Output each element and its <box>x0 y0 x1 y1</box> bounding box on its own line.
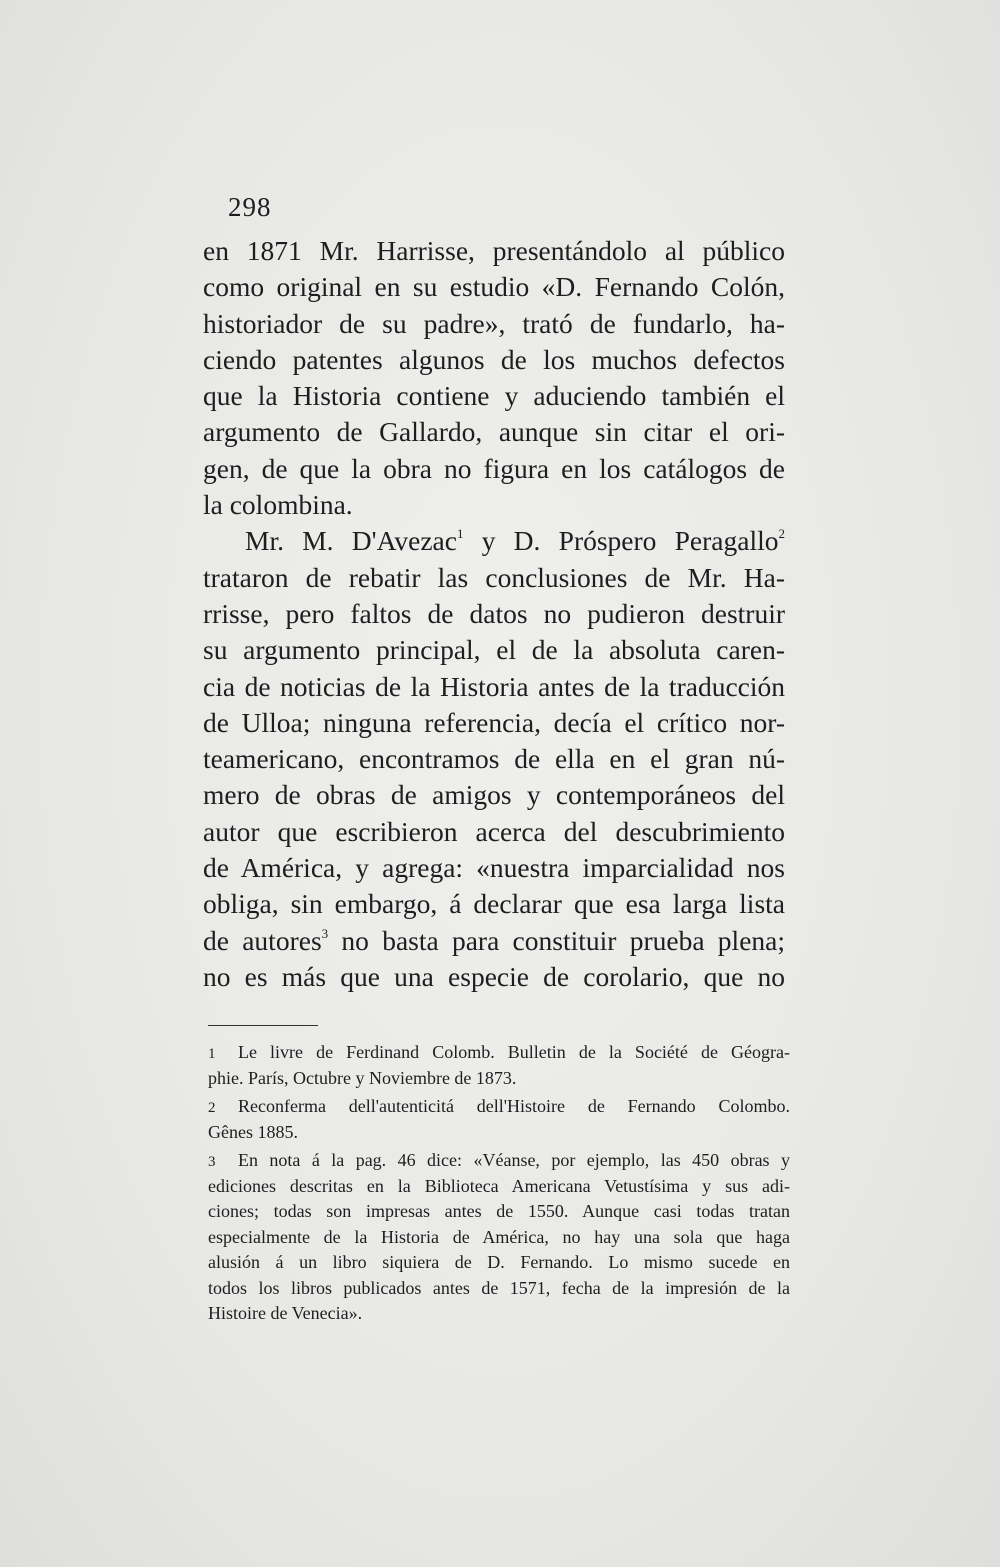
body-line: gen, de que la obra no figura en los catálogos de <box>203 452 785 484</box>
body-line: obliga, sin embargo, á declarar que esa larga lista <box>203 888 785 920</box>
body-line: autor que escribieron acerca del descubrimiento <box>203 815 785 847</box>
footnote-text: En nota á la pag. 46 dice: «Véanse, por ejemplo, las 450 obras y <box>238 1150 790 1170</box>
footnote-line: ciones; todas son impresas antes de 1550. Aunque casi todas tratan <box>208 1201 790 1221</box>
body-line: rrisse, pero faltos de datos no pudieron destruir <box>203 597 785 629</box>
body-line: argumento de Gallardo, aunque sin citar el ori- <box>203 416 785 448</box>
footnote-text: Le livre de Ferdinand Colomb. Bulletin de la Société de Géogra- <box>238 1042 790 1062</box>
footnote-ref: 3 <box>321 925 329 941</box>
footnote-line: Histoire de Venecia». <box>208 1303 363 1323</box>
footnote-number: 3 <box>208 1154 216 1170</box>
body-line: trataron de rebatir las conclusiones de Mr. Ha- <box>203 561 785 593</box>
footnote-line <box>208 1094 790 1120</box>
body-text: de autores <box>203 924 322 956</box>
body-text: no basta para constituir prueba plena; <box>341 924 785 956</box>
body-text: Mr. M. D'Avezac <box>245 525 457 557</box>
body-text: y D. Próspero Peragallo <box>481 525 779 557</box>
footnote-ref: 2 <box>778 526 785 542</box>
footnote-line: ediciones descritas en la Biblioteca Americana Vetustísima y sus adi- <box>208 1175 790 1196</box>
footnote-line: Gênes 1885. <box>208 1121 298 1142</box>
footnote-number: 2 <box>208 1100 216 1116</box>
main-text <box>203 233 785 995</box>
body-line-with-notes <box>203 523 785 559</box>
footnote-separator <box>208 1025 318 1026</box>
body-line: como original en su estudio «D. Fernando Colón, <box>203 271 785 303</box>
body-line: teamericano, encontramos de ella en el gran nú- <box>203 743 785 775</box>
footnote-line <box>208 1148 790 1174</box>
body-line: mero de obras de amigos y contemporáneos del <box>203 779 785 811</box>
body-line: historiador de su padre», trató de fundarlo, ha- <box>203 307 785 339</box>
footnote-line: todos los libros publicados antes de 1571, fecha de la impresión de la <box>208 1277 790 1298</box>
body-line: ciendo patentes algunos de los muchos defectos <box>203 343 785 375</box>
body-line: no es más que una especie de corolario, que no <box>203 960 785 992</box>
footnote-text: Reconferma dell'autenticitá dell'Histoire de Fernando Colombo. <box>238 1096 790 1116</box>
footnote-number: 1 <box>208 1046 216 1062</box>
body-line: que la Historia contiene y aduciendo también el <box>203 380 785 412</box>
footnote-line: alusión á un libro siquiera de D. Fernando. Lo mismo sucede en <box>208 1252 790 1272</box>
body-line: de Ulloa; ninguna referencia, decía el crítico nor- <box>203 706 785 738</box>
footnote-line: especialmente de la Historia de América, no hay una sola que haga <box>208 1226 790 1247</box>
body-line: su argumento principal, el de la absoluta caren- <box>203 634 785 666</box>
footnote-line <box>208 1040 790 1066</box>
body-line-with-note <box>203 923 785 959</box>
footnote-ref: 1 <box>456 526 464 542</box>
body-line: la colombina. <box>203 489 353 521</box>
body-line: de América, y agrega: «nuestra imparcialidad nos <box>203 852 785 884</box>
footnotes <box>208 1040 790 1327</box>
body-line: en 1871 Mr. Harrisse, presentándolo al público <box>203 235 785 266</box>
body-line: cia de noticias de la Historia antes de la traducción <box>203 670 785 702</box>
footnote-line: phie. París, Octubre y Noviembre de 1873. <box>208 1067 517 1088</box>
page-number: 298 <box>228 192 272 222</box>
